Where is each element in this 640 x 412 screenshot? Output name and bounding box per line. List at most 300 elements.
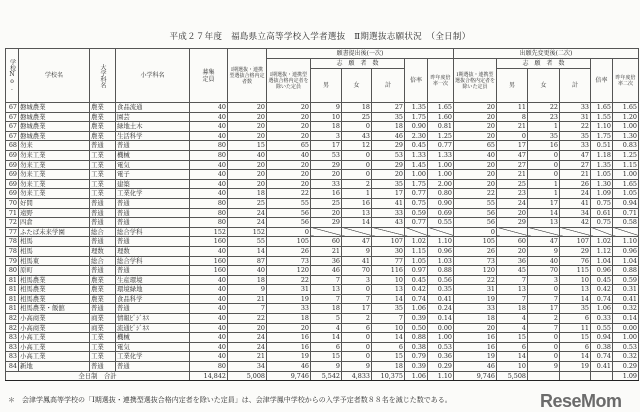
cell-remaining-capacity-1: 33 [267, 304, 311, 314]
cell-last-year-ratio-2: 1.05 [613, 189, 639, 199]
cell-capacity: 80 [190, 150, 228, 160]
cell-minor: 建築 [116, 179, 190, 189]
total-ratio-1: 1.06 [405, 371, 428, 381]
cell-major: 普通 [90, 304, 116, 314]
cell-total-2: 6 [560, 314, 591, 324]
cell-last-year-ratio-2: 1.04 [613, 256, 639, 266]
table-row [6, 122, 639, 132]
total-row [6, 371, 639, 381]
total-capacity: 14,842 [190, 371, 228, 381]
cell-total-1: 77 [372, 256, 405, 266]
cell-phase1-admitted: 24 [228, 208, 267, 218]
cell-phase1-admitted: 20 [228, 179, 267, 189]
cell-school-no: 80 [6, 266, 19, 276]
cell-school-name: 遠野 [19, 208, 90, 218]
cell-ratio-1: 0.77 [405, 218, 428, 228]
cell-ratio-2: 1.18 [591, 150, 613, 160]
cell-remaining-capacity-2: 16 [454, 333, 497, 343]
cell-remaining-capacity-2: 20 [454, 179, 497, 189]
cell-male-2 [497, 227, 528, 237]
header-remaining-capacity-2: Ⅰ期選抜・連携型選抜合格内定者を除いた定員 [454, 59, 497, 103]
cell-remaining-capacity-2: 20 [454, 112, 497, 122]
cell-male-2: 10 [497, 362, 528, 372]
cell-ratio-2: 1.09 [591, 189, 613, 199]
cell-female-1: 0 [342, 285, 372, 295]
cell-female-2: 0 [528, 352, 560, 362]
cell-last-year-ratio-2 [613, 227, 639, 237]
cell-last-year-ratio-2: 0.96 [613, 246, 639, 256]
cell-last-year-ratio-2: 0.32 [613, 352, 639, 362]
cell-phase1-admitted: 25 [228, 198, 267, 208]
cell-remaining-capacity-1: 56 [267, 208, 311, 218]
cell-capacity: 160 [190, 237, 228, 247]
cell-remaining-capacity-1: 46 [267, 362, 311, 372]
cell-remaining-capacity-2: 20 [454, 170, 497, 180]
cell-school-no: 81 [6, 294, 19, 304]
cell-ratio-1: 0.79 [405, 352, 428, 362]
cell-last-year-ratio-1: 0.29 [428, 362, 454, 372]
cell-ratio-1: 0.59 [405, 208, 428, 218]
cell-school-name: 勿来工業 [19, 160, 90, 170]
cell-school-name: 相馬農業 [19, 294, 90, 304]
cell-phase1-admitted: 34 [228, 362, 267, 372]
cell-ratio-2: 1.02 [591, 237, 613, 247]
cell-remaining-capacity-1: 16 [267, 342, 311, 352]
cell-last-year-ratio-1: 2.00 [428, 179, 454, 189]
cell-ratio-2: 0.42 [591, 285, 613, 295]
table-row [6, 266, 639, 276]
cell-school-no: 67 [6, 131, 19, 141]
cell-school-no: 68 [6, 141, 19, 151]
cell-total-2: 6 [560, 342, 591, 352]
table-row [6, 218, 639, 228]
cell-total-2: 11 [560, 323, 591, 333]
cell-last-year-ratio-1: 0.53 [428, 342, 454, 352]
cell-female-2 [528, 227, 560, 237]
cell-female-1: 18 [342, 103, 372, 113]
cell-major: 農業 [90, 285, 116, 295]
cell-last-year-ratio-2: 0.71 [613, 208, 639, 218]
cell-capacity: 40 [190, 285, 228, 295]
cell-school-name: 磐城農業 [19, 131, 90, 141]
cell-minor: 総合学科 [116, 256, 190, 266]
cell-male-1: 36 [311, 256, 342, 266]
cell-male-2: 13 [497, 285, 528, 295]
cell-total-1: 29 [372, 141, 405, 151]
cell-female-2: 0 [528, 342, 560, 352]
cell-remaining-capacity-2: 19 [454, 352, 497, 362]
cell-remaining-capacity-1: 0 [267, 227, 311, 237]
cell-capacity: 40 [190, 131, 228, 141]
cell-major: 農業 [90, 122, 116, 132]
header-total-2: 計 [560, 69, 591, 103]
cell-school-no: 81 [6, 304, 19, 314]
table-row [6, 150, 639, 160]
cell-male-2: 18 [497, 304, 528, 314]
header-capacity: 募集定員 [190, 49, 228, 103]
cell-female-1: 25 [342, 112, 372, 122]
cell-total-2: 76 [560, 256, 591, 266]
cell-minor: 流通ﾋﾞｼﾞﾈｽ [116, 323, 190, 333]
cell-ratio-2: 1.65 [591, 103, 613, 113]
cell-ratio-1: 0.39 [405, 362, 428, 372]
cell-remaining-capacity-2: 22 [454, 189, 497, 199]
cell-ratio-2: 1.04 [591, 256, 613, 266]
cell-female-2: 1 [528, 179, 560, 189]
cell-male-1: 21 [311, 246, 342, 256]
cell-ratio-2: 0.75 [591, 218, 613, 228]
cell-total-1: 14 [372, 294, 405, 304]
cell-ratio-2: 0.51 [591, 141, 613, 151]
cell-major: 農業 [90, 294, 116, 304]
cell-phase1-admitted: 20 [228, 323, 267, 333]
cell-female-1: 70 [342, 266, 372, 276]
cell-ratio-2: 1.30 [591, 179, 613, 189]
cell-remaining-capacity-1: 20 [267, 170, 311, 180]
cell-remaining-capacity-1: 20 [267, 131, 311, 141]
table-row [6, 131, 639, 141]
cell-total-1 [372, 227, 405, 237]
cell-female-2: 23 [528, 112, 560, 122]
cell-female-1: 9 [342, 246, 372, 256]
cell-capacity: 40 [190, 103, 228, 113]
cell-last-year-ratio-2: 0.94 [613, 198, 639, 208]
cell-last-year-ratio-1 [428, 227, 454, 237]
cell-total-2: 10 [560, 275, 591, 285]
cell-ratio-2: 1.55 [591, 112, 613, 122]
cell-total-1: 10 [372, 275, 405, 285]
cell-total-1: 20 [372, 170, 405, 180]
cell-female-1: 0 [342, 352, 372, 362]
cell-capacity: 40 [190, 246, 228, 256]
cell-remaining-capacity-1: 20 [267, 323, 311, 333]
cell-total-2: 24 [560, 189, 591, 199]
cell-ratio-2 [591, 227, 613, 237]
cell-remaining-capacity-2: 65 [454, 141, 497, 151]
cell-ratio-2: 0.38 [591, 342, 613, 352]
table-row [6, 208, 639, 218]
cell-major: 普通 [90, 362, 116, 372]
cell-male-2: 11 [497, 103, 528, 113]
total-male-2: 5,508 [497, 371, 528, 381]
cell-last-year-ratio-1: 0.81 [428, 122, 454, 132]
cell-last-year-ratio-1: 0.14 [428, 314, 454, 324]
cell-last-year-ratio-2: 1.25 [613, 150, 639, 160]
cell-ratio-1: 0.74 [405, 294, 428, 304]
cell-school-no: 67 [6, 122, 19, 132]
cell-remaining-capacity-2: 31 [454, 285, 497, 295]
cell-remaining-capacity-1: 20 [267, 160, 311, 170]
cell-remaining-capacity-2: 73 [454, 256, 497, 266]
cell-minor: 普通 [116, 208, 190, 218]
cell-male-1: 6 [311, 342, 342, 352]
cell-school-no: 82 [6, 314, 19, 324]
cell-total-2: 14 [560, 294, 591, 304]
cell-total-2: 31 [560, 112, 591, 122]
cell-total-2: 35 [560, 131, 591, 141]
cell-remaining-capacity-2: 105 [454, 237, 497, 247]
cell-major: 工業 [90, 342, 116, 352]
cell-remaining-capacity-2: 46 [454, 362, 497, 372]
cell-total-1: 116 [372, 266, 405, 276]
cell-ratio-1: 0.77 [405, 189, 428, 199]
page-title: 平成２７年度 福島県立高等学校入学者選抜 Ⅱ期選抜志願状況 （全日制） [169, 32, 471, 42]
header-last-year-2: 昨年度倍率二次 [613, 59, 639, 103]
cell-phase1-admitted: 87 [228, 256, 267, 266]
cell-school-no: 78 [6, 237, 19, 247]
cell-last-year-ratio-2: 0.53 [613, 342, 639, 352]
cell-male-2: 36 [497, 256, 528, 266]
cell-male-2: 7 [497, 275, 528, 285]
cell-school-no: 83 [6, 333, 19, 343]
cell-major: 普通 [90, 266, 116, 276]
cell-male-1: 18 [311, 122, 342, 132]
cell-phase1-admitted: 24 [228, 342, 267, 352]
cell-remaining-capacity-1: 20 [267, 122, 311, 132]
cell-school-name: 勿来工業 [19, 170, 90, 180]
cell-school-name: 相馬東 [19, 256, 90, 266]
cell-last-year-ratio-2: 1.10 [613, 237, 639, 247]
cell-phase1-admitted: 55 [228, 237, 267, 247]
cell-ratio-2: 0.74 [591, 294, 613, 304]
cell-major: 工業 [90, 352, 116, 362]
cell-capacity: 40 [190, 314, 228, 324]
cell-remaining-capacity-1: 20 [267, 103, 311, 113]
cell-phase1-admitted: 152 [228, 227, 267, 237]
cell-male-2: 4 [497, 314, 528, 324]
cell-total-2: 115 [560, 266, 591, 276]
cell-last-year-ratio-2: 0.88 [613, 266, 639, 276]
cell-ratio-2: 1.35 [591, 160, 613, 170]
cell-remaining-capacity-2: 56 [454, 218, 497, 228]
cell-school-name: 新地 [19, 362, 90, 372]
cell-total-1: 46 [372, 131, 405, 141]
cell-total-2: 21 [560, 170, 591, 180]
cell-phase1-admitted: 20 [228, 122, 267, 132]
cell-school-no: 84 [6, 362, 19, 372]
table-row [6, 333, 639, 343]
cell-major: 工業 [90, 179, 116, 189]
cell-school-name: 磐城農業 [19, 122, 90, 132]
cell-remaining-capacity-1: 105 [267, 237, 311, 247]
cell-total-1: 35 [372, 179, 405, 189]
cell-major: 普通 [90, 218, 116, 228]
cell-phase1-admitted: 18 [228, 189, 267, 199]
cell-school-no: 81 [6, 285, 19, 295]
cell-male-1: 9 [311, 103, 342, 113]
cell-ratio-2: 0.33 [591, 314, 613, 324]
cell-capacity: 40 [190, 304, 228, 314]
cell-school-name: 好間 [19, 198, 90, 208]
total-ratio-2 [591, 371, 613, 381]
cell-male-1: 3 [311, 131, 342, 141]
cell-remaining-capacity-2: 20 [454, 131, 497, 141]
cell-remaining-capacity-1: 40 [267, 150, 311, 160]
cell-capacity: 40 [190, 189, 228, 199]
cell-capacity: 160 [190, 256, 228, 266]
cell-female-2: 1 [528, 122, 560, 132]
cell-last-year-ratio-1: 0.35 [428, 285, 454, 295]
cell-last-year-ratio-2: 0.83 [613, 141, 639, 151]
cell-ratio-1: 1.02 [405, 237, 428, 247]
table-row [6, 256, 639, 266]
cell-capacity: 80 [190, 218, 228, 228]
cell-male-2: 17 [497, 141, 528, 151]
cell-ratio-1: 1.75 [405, 179, 428, 189]
cell-male-2: 45 [497, 266, 528, 276]
table-row [6, 198, 639, 208]
cell-capacity: 40 [190, 333, 228, 343]
cell-female-1: 12 [342, 141, 372, 151]
cell-phase1-admitted: 22 [228, 314, 267, 324]
cell-male-1: 9 [311, 362, 342, 372]
cell-last-year-ratio-1: 0.55 [428, 218, 454, 228]
cell-total-2: 26 [560, 179, 591, 189]
table-row [6, 362, 639, 372]
cell-phase1-admitted: 40 [228, 150, 267, 160]
cell-total-1: 14 [372, 333, 405, 343]
cell-ratio-2: 1.06 [591, 304, 613, 314]
cell-remaining-capacity-2: 33 [454, 304, 497, 314]
cell-last-year-ratio-1: 1.03 [428, 256, 454, 266]
cell-remaining-capacity-1: 73 [267, 256, 311, 266]
table-row [6, 227, 639, 237]
cell-female-2: 9 [528, 362, 560, 372]
cell-female-1: 0 [342, 170, 372, 180]
cell-male-2: 60 [497, 237, 528, 247]
cell-total-2: 22 [560, 122, 591, 132]
cell-female-1 [342, 227, 372, 237]
cell-total-1: 30 [372, 246, 405, 256]
cell-major: 理数 [90, 246, 116, 256]
cell-male-1: 5 [311, 314, 342, 324]
cell-school-name: 相馬農業・飯舘 [19, 304, 90, 314]
cell-male-2: 25 [497, 179, 528, 189]
cell-last-year-ratio-1: 0.90 [428, 198, 454, 208]
cell-total-1: 6 [372, 342, 405, 352]
cell-remaining-capacity-1: 120 [267, 266, 311, 276]
cell-remaining-capacity-2: 20 [454, 103, 497, 113]
cell-female-1: 0 [342, 150, 372, 160]
cell-remaining-capacity-1: 55 [267, 198, 311, 208]
cell-ratio-2: 1.05 [591, 170, 613, 180]
cell-school-no: 69 [6, 150, 19, 160]
cell-major: 総合 [90, 227, 116, 237]
cell-female-2: 0 [528, 333, 560, 343]
cell-last-year-ratio-1: 0.77 [428, 141, 454, 151]
cell-remaining-capacity-2: 0 [454, 227, 497, 237]
cell-major: 工業 [90, 150, 116, 160]
table-row [6, 352, 639, 362]
cell-last-year-ratio-1: 1.25 [428, 131, 454, 141]
cell-last-year-ratio-1: 1.33 [428, 150, 454, 160]
cell-remaining-capacity-2: 56 [454, 208, 497, 218]
cell-minor: 食品科学 [116, 294, 190, 304]
cell-school-name: ふたば未来学園 [19, 227, 90, 237]
table-row [6, 323, 639, 333]
cell-remaining-capacity-1: 19 [267, 352, 311, 362]
cell-female-2: 0 [528, 285, 560, 295]
cell-minor: 普通 [116, 362, 190, 372]
cell-last-year-ratio-1: 1.00 [428, 170, 454, 180]
cell-female-1: 0 [342, 122, 372, 132]
cell-total-1: 35 [372, 112, 405, 122]
cell-school-no: 72 [6, 218, 19, 228]
cell-phase1-admitted: 9 [228, 285, 267, 295]
cell-remaining-capacity-1: 65 [267, 141, 311, 151]
cell-remaining-capacity-1: 26 [267, 246, 311, 256]
cell-school-name: 相馬 [19, 246, 90, 256]
header-ratio-2: 倍率 [591, 59, 613, 103]
header-total-1: 計 [372, 69, 405, 103]
total-female-1: 4,833 [342, 371, 372, 381]
header-remaining-capacity-1: Ⅰ期選抜・連携型選抜合格内定者を除いた定員 [267, 59, 311, 103]
table-row [6, 170, 639, 180]
cell-school-no: 69 [6, 189, 19, 199]
cell-school-name: 磐城農業 [19, 103, 90, 113]
cell-phase1-admitted: 20 [228, 160, 267, 170]
cell-school-no: 67 [6, 103, 19, 113]
cell-ratio-2: 0.75 [591, 198, 613, 208]
cell-major: 普通 [90, 237, 116, 247]
cell-total-1: 18 [372, 362, 405, 372]
cell-total-1: 29 [372, 160, 405, 170]
cell-total-2: 13 [560, 285, 591, 295]
cell-major: 農業 [90, 103, 116, 113]
cell-major: 普通 [90, 198, 116, 208]
cell-ratio-2: 0.94 [591, 333, 613, 343]
cell-male-1: 13 [311, 285, 342, 295]
cell-phase1-admitted: 20 [228, 103, 267, 113]
cell-minor: 食品流通 [116, 103, 190, 113]
cell-ratio-1: 0.88 [405, 333, 428, 343]
total-male-1: 5,542 [311, 371, 342, 381]
cell-male-1: 4 [311, 323, 342, 333]
cell-ratio-1: 1.35 [405, 103, 428, 113]
cell-school-name: 勿来工業 [19, 150, 90, 160]
table-row [6, 103, 639, 113]
cell-female-1: 9 [342, 362, 372, 372]
cell-ratio-2: 0.96 [591, 266, 613, 276]
cell-minor: 電子 [116, 170, 190, 180]
cell-last-year-ratio-2: 0.00 [613, 323, 639, 333]
cell-total-1: 17 [372, 189, 405, 199]
cell-ratio-1: 1.00 [405, 170, 428, 180]
cell-phase1-admitted: 21 [228, 294, 267, 304]
cell-female-1: 1 [342, 189, 372, 199]
cell-capacity: 40 [190, 275, 228, 285]
cell-female-2: 13 [528, 218, 560, 228]
cell-school-no: 77 [6, 227, 19, 237]
cell-male-1: 60 [311, 237, 342, 247]
cell-male-2: 4 [497, 323, 528, 333]
cell-total-2: 34 [560, 208, 591, 218]
cell-remaining-capacity-1: 22 [267, 189, 311, 199]
cell-phase1-admitted: 14 [228, 246, 267, 256]
cell-ratio-1: 1.45 [405, 160, 428, 170]
cell-female-2: 2 [528, 314, 560, 324]
cell-phase1-admitted: 20 [228, 112, 267, 122]
cell-school-name: 勿来工業 [19, 179, 90, 189]
cell-remaining-capacity-2: 19 [454, 294, 497, 304]
cell-total-1: 35 [372, 304, 405, 314]
cell-total-2: 33 [560, 141, 591, 151]
cell-school-name: 勿来工業 [19, 189, 90, 199]
total-label: 全日制 合計 [6, 371, 190, 381]
cell-total-2: 29 [560, 246, 591, 256]
cell-minor: 工業化学 [116, 189, 190, 199]
cell-minor: 普通 [116, 304, 190, 314]
